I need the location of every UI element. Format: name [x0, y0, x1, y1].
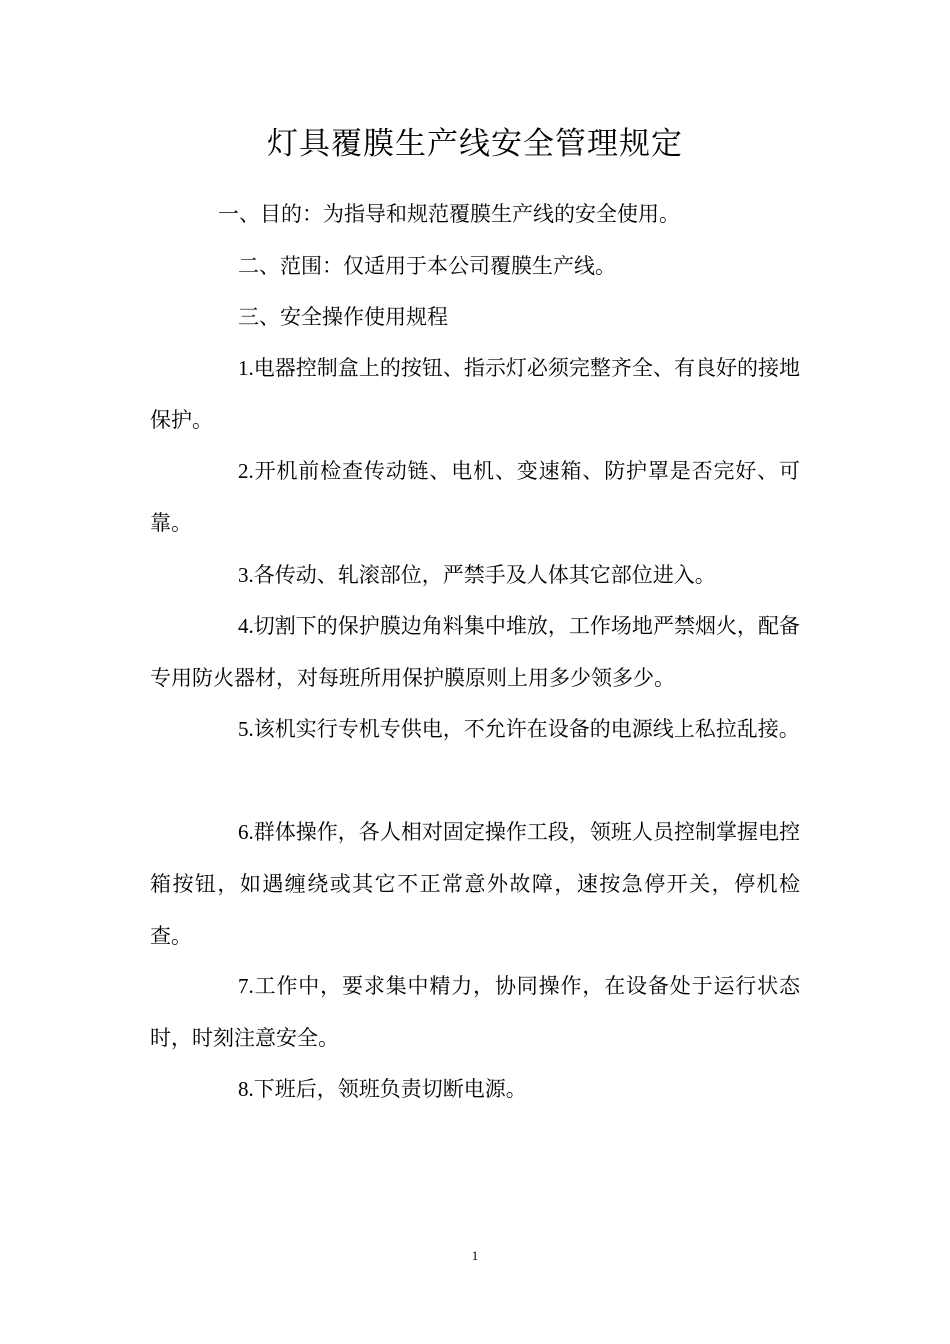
section-purpose: 一、目的：为指导和规范覆膜生产线的安全使用。: [218, 202, 680, 226]
page-number: 1: [471, 1248, 479, 1263]
rule-item: [150, 1063, 800, 1115]
rule-item: [150, 445, 800, 549]
rule-text: 工作中，要求集中精力，协同操作，在设备处于运行状态时，时刻注意安全。: [150, 974, 800, 1050]
section-procedures-heading: 三、安全操作使用规程: [238, 305, 448, 329]
rule-text: 群体操作，各人相对固定操作工段，领班人员控制掌握电控箱按钮，如遇缠绕或其它不正常意外故障，速按急停开关，停机检查。: [150, 820, 800, 948]
rule-number: 1.: [238, 356, 254, 380]
rule-item: [150, 600, 800, 704]
rule-text: 该机实行专机专供电，不允许在设备的电源线上私拉乱接。: [253, 717, 800, 741]
rule-item: [150, 703, 800, 755]
rule-item: [150, 549, 800, 601]
rule-item: [150, 960, 800, 1064]
rule-text: 下班后，领班负责切断电源。: [253, 1077, 527, 1101]
rule-number: 8.: [238, 1077, 254, 1101]
document-title: 灯具覆膜生产线安全管理规定: [267, 126, 683, 162]
rule-item: [150, 342, 800, 446]
rule-number: 6.: [238, 820, 254, 844]
rule-item: [150, 806, 800, 962]
rule-number: 4.: [238, 614, 254, 638]
rule-number: 5.: [238, 717, 254, 741]
rule-text: 切割下的保护膜边角料集中堆放，工作场地严禁烟火，配备专用防火器材，对每班所用保护膜原则上用多少领多少。: [150, 614, 800, 690]
section-scope: 二、范围：仅适用于本公司覆膜生产线。: [238, 254, 616, 278]
rule-text: 电器控制盒上的按钮、指示灯必须完整齐全、有良好的接地保护。: [150, 356, 800, 432]
rule-number: 2.: [238, 459, 254, 483]
rule-number: 7.: [238, 974, 254, 998]
rule-text: 开机前检查传动链、电机、变速箱、防护罩是否完好、可靠。: [150, 459, 800, 535]
rule-text: 各传动、轧滚部位，严禁手及人体其它部位进入。: [253, 563, 716, 587]
rule-number: 3.: [238, 563, 254, 587]
